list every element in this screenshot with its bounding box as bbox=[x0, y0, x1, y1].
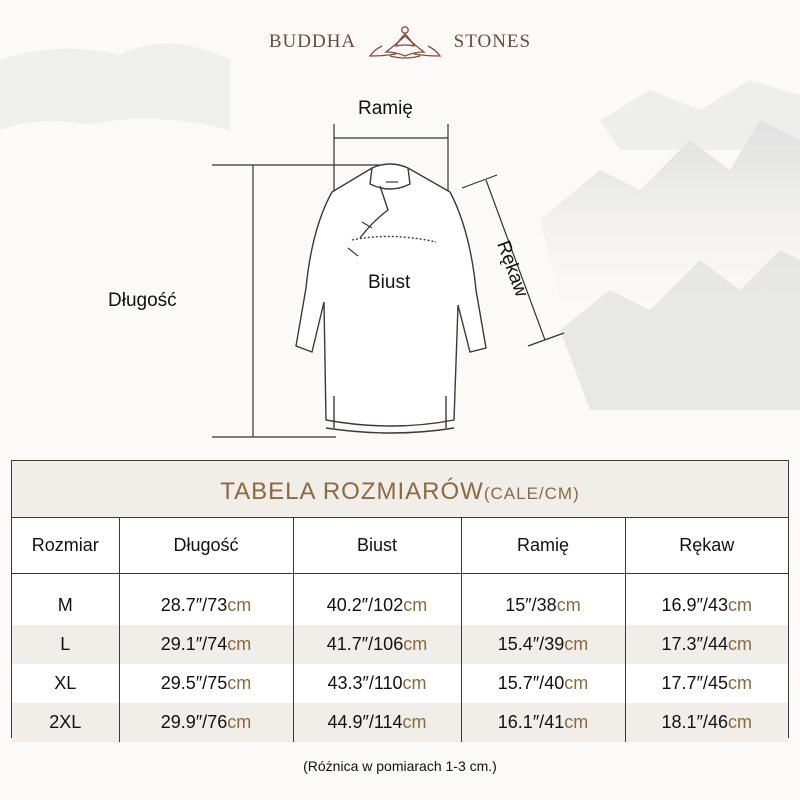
size-cell: M bbox=[57, 595, 73, 615]
table-unit: (CALE/CM) bbox=[483, 484, 580, 503]
sleeve-cell: 18.1″/46cm bbox=[625, 703, 788, 742]
header-shoulder: Ramię bbox=[461, 518, 625, 574]
size-cell: L bbox=[12, 625, 119, 664]
sleeve-cell: 16.9″/43cm bbox=[625, 586, 788, 625]
brand-name-left: BUDDHA bbox=[268, 31, 357, 52]
sleeve-tick-top bbox=[462, 175, 497, 188]
table-header-row bbox=[12, 518, 788, 574]
table-row bbox=[12, 586, 788, 625]
size-cell: 2XL bbox=[12, 703, 119, 742]
sleeve-tick-bottom bbox=[528, 333, 564, 346]
bust-label: Biust bbox=[368, 272, 411, 293]
table-row bbox=[12, 664, 788, 703]
brand-name-right: STONES bbox=[453, 31, 532, 52]
sleeve-cell: 17.3″/44cm bbox=[625, 625, 788, 664]
header-length: Długość bbox=[119, 518, 293, 574]
sleeve-cell: 17.7″/45cm bbox=[625, 664, 788, 703]
header-size: Rozmiar bbox=[12, 518, 119, 574]
size-table bbox=[11, 460, 789, 738]
shoulder-cell: 15″/38cm bbox=[461, 586, 625, 625]
dress-outline bbox=[296, 164, 486, 433]
bust-cell: 40.2″/102cm bbox=[293, 586, 461, 625]
length-cell: 29.9″/76cm bbox=[119, 703, 293, 742]
table-row bbox=[12, 625, 788, 664]
header-sleeve: Rękaw bbox=[625, 518, 788, 574]
header-bust: Biust bbox=[293, 518, 461, 574]
shoulder-label: Ramię bbox=[358, 98, 413, 119]
bust-cell: 44.9″/114cm bbox=[293, 703, 461, 742]
length-cell: 29.1″/74cm bbox=[119, 625, 293, 664]
measurement-footnote: (Różnica w pomiarach 1-3 cm.) bbox=[303, 758, 497, 774]
length-cell: 28.7″/73cm bbox=[119, 586, 293, 625]
length-cell: 29.5″/75cm bbox=[119, 664, 293, 703]
shoulder-cell: 15.4″/39cm bbox=[461, 625, 625, 664]
shoulder-cell: 15.7″/40cm bbox=[461, 664, 625, 703]
table-row bbox=[12, 703, 788, 742]
sleeve-label: Rękaw bbox=[492, 238, 532, 300]
bust-cell: 43.3″/110cm bbox=[293, 664, 461, 703]
table-title-text: TABELA ROZMIARÓW bbox=[220, 478, 484, 505]
shoulder-cell: 16.1″/41cm bbox=[461, 703, 625, 742]
bust-cell: 41.7″/106cm bbox=[293, 625, 461, 664]
size-cell: XL bbox=[54, 673, 77, 693]
size-grid bbox=[12, 518, 788, 742]
length-label: Długość bbox=[108, 290, 177, 311]
table-title bbox=[12, 461, 788, 518]
